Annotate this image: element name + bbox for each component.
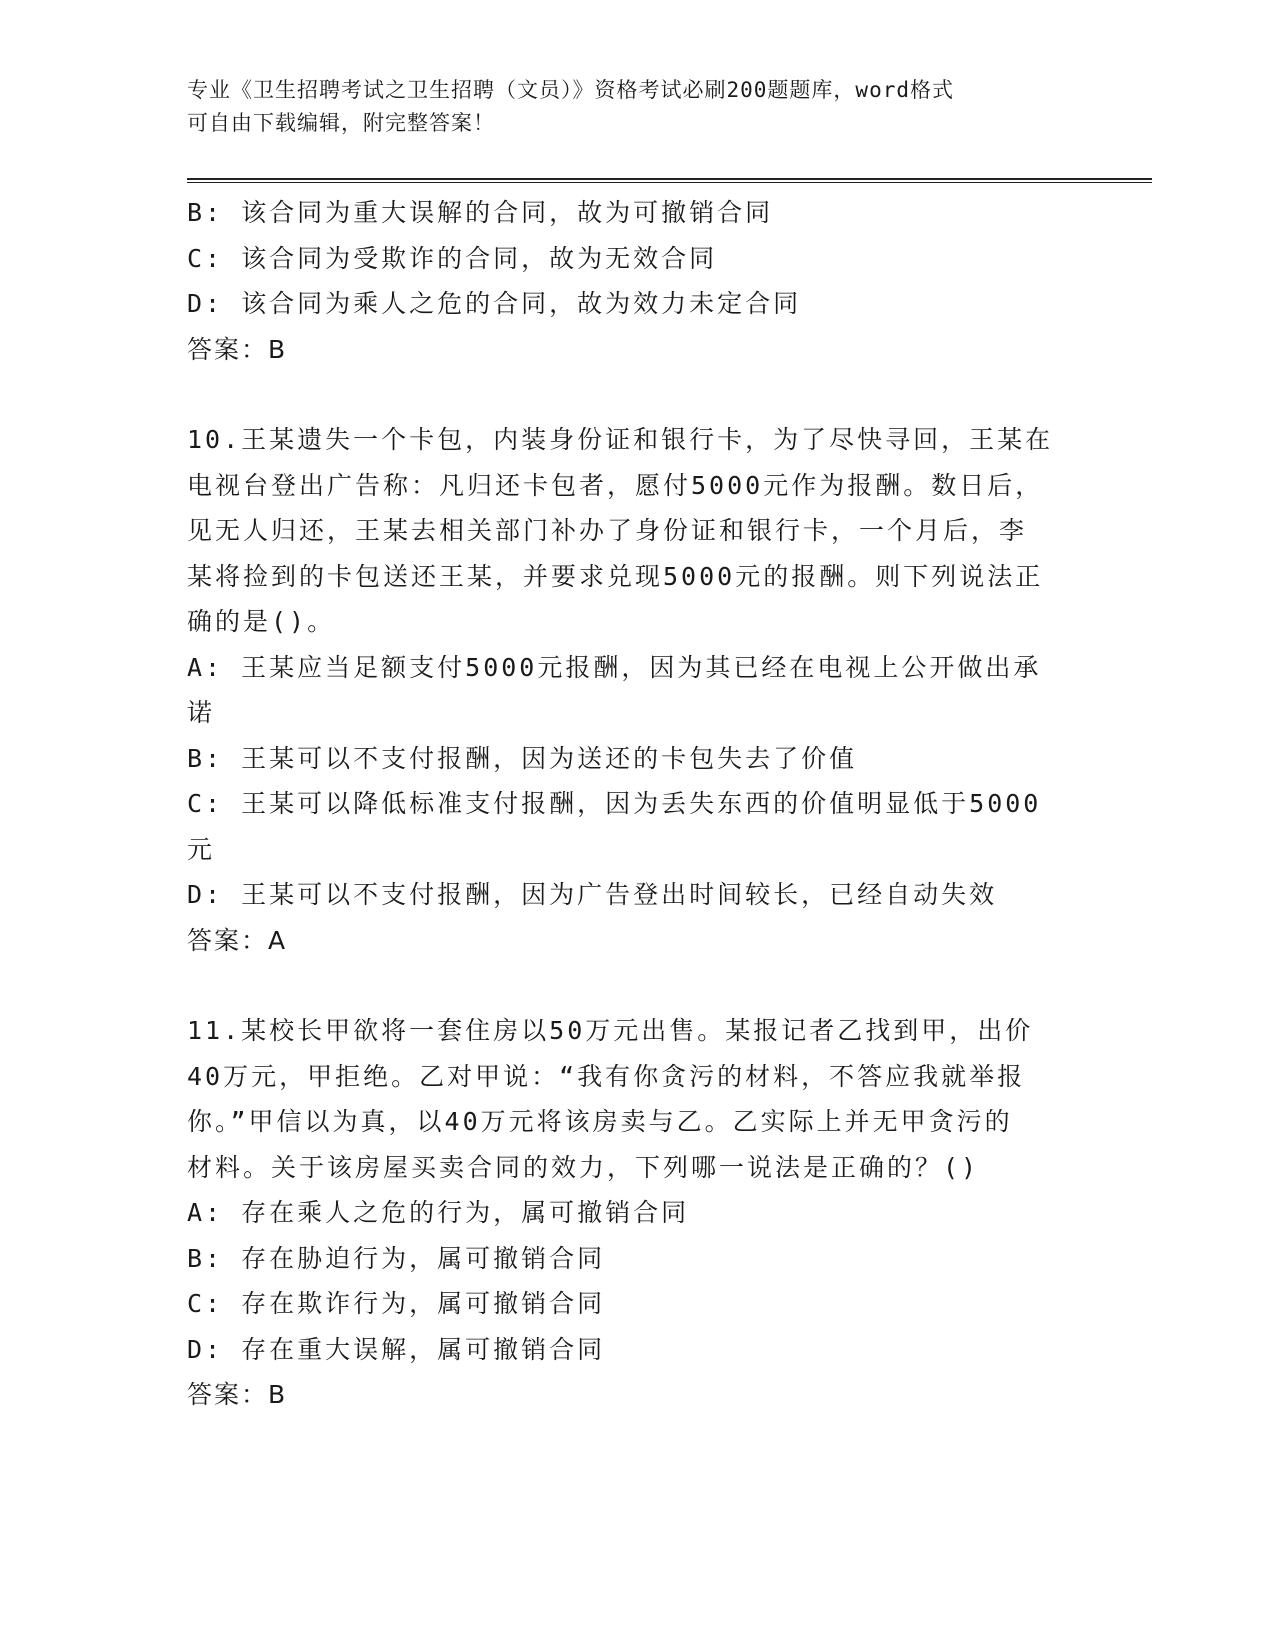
q10-stem-line: 10.王某遗失一个卡包，内装身份证和银行卡，为了尽快寻回，王某在: [187, 425, 1054, 454]
q11-option-a: A: 存在乘人之危的行为，属可撤销合同: [187, 1198, 690, 1227]
q11-option-c: C: 存在欺诈行为，属可撤销合同: [187, 1289, 606, 1318]
question-11: [187, 1008, 1067, 1418]
q9-option-b: B: 该合同为重大误解的合同，故为可撤销合同: [187, 198, 774, 227]
q11-stem-line: 40万元，甲拒绝。乙对甲说：“我有你贪污的材料，不答应我就举报: [187, 1061, 1026, 1091]
q10-option-d: D: 王某可以不支付报酬，因为广告登出时间较长，已经自动失效: [187, 880, 998, 909]
spacer: [187, 372, 1067, 417]
document-header: [187, 74, 1087, 140]
q10-option-a: A: 王某应当足额支付5000元报酬，因为其已经在电视上公开做出承: [187, 652, 1042, 682]
q11-option-b: B: 存在胁迫行为，属可撤销合同: [187, 1243, 606, 1273]
header-divider: [187, 178, 1152, 183]
q11-answer: 答案：B: [187, 1380, 288, 1409]
q10-stem-line: 见无人归还，王某去相关部门补办了身份证和银行卡，一个月后，李: [187, 516, 1028, 545]
q10-option-a-wrap: 诺: [187, 698, 216, 727]
question-9: [187, 190, 1067, 372]
question-content: [187, 190, 1067, 1418]
q11-option-d: D: 存在重大误解，属可撤销合同: [187, 1334, 606, 1364]
q9-answer: 答案：B: [187, 334, 288, 364]
q11-stem-line: 你。”甲信以为真，以40万元将该房卖与乙。乙实际上并无甲贪污的: [187, 1107, 1013, 1136]
q11-stem-line: 11.某校长甲欲将一套住房以50万元出售。某报记者乙找到甲，出价: [187, 1016, 1034, 1045]
spacer: [187, 963, 1067, 1008]
q9-option-d: D: 该合同为乘人之危的合同，故为效力未定合同: [187, 289, 802, 318]
question-10: [187, 417, 1067, 963]
q10-stem-line: 确的是()。: [187, 607, 336, 636]
q9-option-c: C: 该合同为受欺诈的合同，故为无效合同: [187, 243, 718, 273]
header-title-line-1: 专业《卫生招聘考试之卫生招聘（文员）》资格考试必刷200题题库，word格式: [187, 78, 954, 102]
q10-answer: 答案：A: [187, 925, 288, 955]
q10-stem-line: 某将捡到的卡包送还王某，并要求兑现5000元的报酬。则下列说法正: [187, 561, 1044, 591]
header-title-line-2: 可自由下载编辑，附完整答案！: [187, 111, 495, 135]
q10-stem-line: 电视台登出广告称：凡归还卡包者，愿付5000元作为报酬。数日后，: [187, 470, 1044, 500]
q10-option-b: B: 王某可以不支付报酬，因为送还的卡包失去了价值: [187, 743, 858, 773]
q10-option-c-wrap: 元: [187, 834, 216, 864]
q10-option-c: C: 王某可以降低标准支付报酬，因为丢失东西的价值明显低于5000: [187, 789, 1042, 818]
q11-stem-line: 材料。关于该房屋买卖合同的效力，下列哪一说法是正确的？(): [187, 1152, 980, 1182]
